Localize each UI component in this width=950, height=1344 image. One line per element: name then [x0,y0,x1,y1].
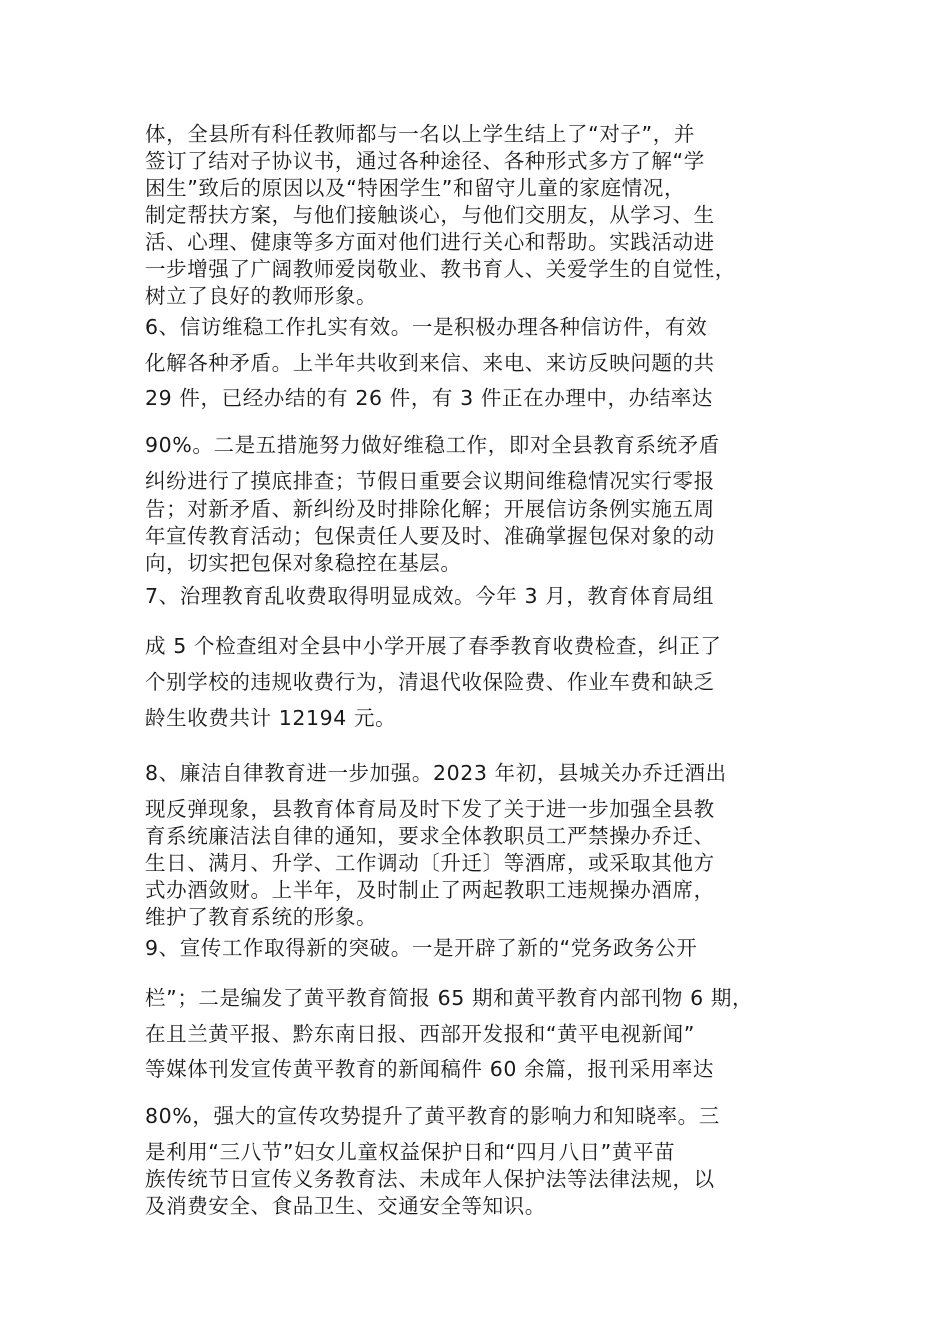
text-line: 式办酒敛财。上半年，及时制止了两起教职工违规操办酒席， [145,878,715,902]
text-line: 在且兰黄平报、黔东南日报、西部开发报和“黄平电视新闻” [145,1022,695,1046]
text-line: 是利用“三八节”妇女儿童权益保护日和“四月八日”黄平苗 [145,1140,676,1164]
text-line: 向，切实把包保对象稳控在基层。 [145,551,462,575]
text-line: 龄生收费共计 12194 元。 [145,706,397,730]
text-line: 树立了良好的教师形象。 [145,284,378,308]
text-line: 成 5 个检查组对全县中小学开展了春季教育收费检查，纠正了 [145,634,722,658]
text-line: 6、信访维稳工作扎实有效。一是积极办理各种信访件，有效 [145,315,708,339]
text-line: 维护了教育系统的形象。 [145,905,378,929]
text-line: 8、廉洁自律教育进一步加强。2023 年初，县城关办乔迁酒出 [145,761,727,785]
text-line: 育系统廉洁法自律的通知，要求全体教职员工严禁操办乔迁、 [145,824,715,848]
text-line: 制定帮扶方案，与他们接触谈心，与他们交朋友，从学习、生 [145,203,715,227]
text-line: 栏”；二是编发了黄平教育简报 65 期和黄平教育内部刊物 6 期， [145,986,754,1010]
text-line: 7、治理教育乱收费取得明显成效。今年 3 月，教育体育局组 [145,584,715,608]
text-line: 90%。二是五措施努力做好维稳工作，即对全县教育系统矛盾 [145,433,720,457]
text-line: 29 件，已经办结的有 26 件，有 3 件正在办理中，办结率达 [145,386,713,410]
text-line: 困生”致后的原因以及“特困学生”和留守儿童的家庭情况， [145,176,686,200]
text-line: 80%，强大的宣传攻势提升了黄平教育的影响力和知晓率。三 [145,1104,720,1128]
text-line: 等媒体刊发宣传黄平教育的新闻稿件 60 余篇，报刊采用率达 [145,1057,715,1081]
text-line: 纠纷进行了摸底排查；节假日重要会议期间维稳情况实行零报 [145,469,715,493]
text-line: 体，全县所有科任教师都与一名以上学生结上了“对子”，并 [145,122,695,146]
text-line: 一步增强了广阔教师爱岗敬业、教书育人、关爱学生的自觉性， [145,257,736,281]
text-line: 及消费安全、食品卫生、交通安全等知识。 [145,1194,546,1218]
text-line: 告；对新矛盾、新纠纷及时排除化解；开展信访条例实施五周 [145,497,715,521]
text-line: 活、心理、健康等多方面对他们进行关心和帮助。实践活动进 [145,230,715,254]
text-line: 生日、满月、升学、工作调动〔升迁〕等酒席，或采取其他方 [145,851,715,875]
text-line: 签订了结对子协议书，通过各种途径、各种形式多方了解“学 [145,149,705,173]
text-line: 化解各种矛盾。上半年共收到来信、来电、来访反映问题的共 [145,351,715,375]
text-line: 个别学校的违规收费行为，清退代收保险费、作业车费和缺乏 [145,670,715,694]
text-line: 现反弹现象，县教育体育局及时下发了关于进一步加强全县教 [145,797,715,821]
text-line: 族传统节日宣传义务教育法、未成年人保护法等法律法规，以 [145,1167,715,1191]
text-line: 年宣传教育活动；包保责任人要及时、准确掌握包保对象的动 [145,524,715,548]
text-line: 9、宣传工作取得新的突破。一是开辟了新的“党务政务公开 [145,936,698,960]
